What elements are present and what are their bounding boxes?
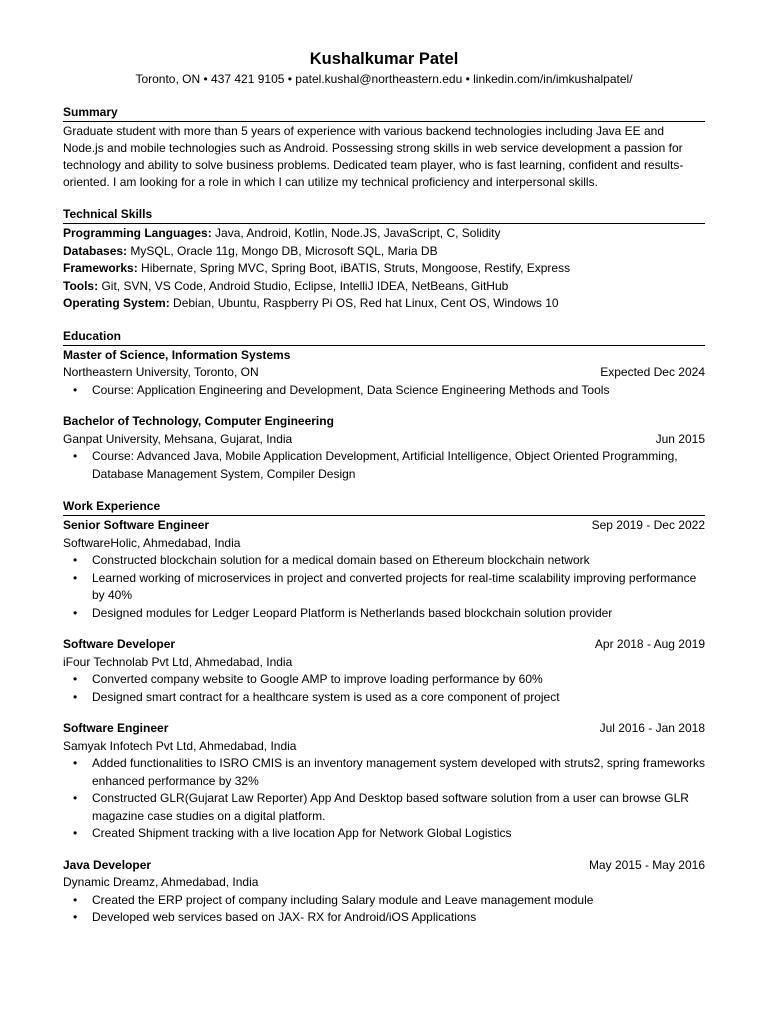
list-item bbox=[63, 382, 705, 400]
skill-row-operating-system bbox=[63, 295, 705, 313]
job-entry-java-developer bbox=[63, 857, 705, 927]
education-section bbox=[63, 328, 705, 484]
skill-row-frameworks bbox=[63, 260, 705, 278]
skill-value: Java, Android, Kotlin, Node.JS, JavaScript, C, Solidity bbox=[211, 226, 501, 240]
school-row bbox=[63, 431, 705, 449]
list-item bbox=[63, 570, 705, 605]
list-item bbox=[63, 825, 705, 843]
skill-label: Programming Languages: bbox=[63, 226, 212, 240]
bullet-text: Designed modules for Ledger Leopard Platform is Netherlands based blockchain solution provider bbox=[92, 605, 613, 620]
job-entry-senior-software-engineer bbox=[63, 517, 705, 622]
list-item bbox=[63, 552, 705, 570]
bullet-icon: • bbox=[73, 826, 78, 840]
bullet-text: Designed smart contract for a healthcare system is used as a core component of project bbox=[92, 689, 560, 704]
skill-value: Hibernate, Spring MVC, Spring Boot, iBATIS, Struts, Mongoose, Restify, Express bbox=[137, 261, 571, 275]
job-entry-software-engineer bbox=[63, 720, 705, 843]
job-title-row bbox=[63, 517, 705, 535]
bullet-text: Course: Advanced Java, Mobile Application Development, Artificial Intelligence, Object Oriented Programming, Database Management System, Compiler Design bbox=[92, 449, 678, 481]
list-item bbox=[63, 689, 705, 707]
job-title: Java Developer bbox=[63, 857, 152, 872]
job-dates: Apr 2018 - Aug 2019 bbox=[594, 637, 705, 651]
bullet-text: Created Shipment tracking with a live location App for Network Global Logistics bbox=[92, 826, 512, 840]
education-heading: Education bbox=[63, 328, 705, 346]
list-item bbox=[63, 671, 705, 689]
job-title: Software Engineer bbox=[63, 721, 169, 735]
skill-label: Frameworks: bbox=[63, 261, 138, 275]
skill-row-databases bbox=[63, 243, 705, 261]
skill-value: Git, SVN, VS Code, Android Studio, Eclipse, IntelliJ IDEA, NetBeans, GitHub bbox=[98, 278, 509, 293]
bullet-icon: • bbox=[73, 553, 78, 567]
skill-label: Tools: bbox=[63, 278, 99, 293]
job-dates: Sep 2019 - Dec 2022 bbox=[591, 518, 705, 532]
job-dates: Jul 2016 - Jan 2018 bbox=[599, 721, 705, 735]
bullet-icon: • bbox=[73, 605, 78, 620]
list-item bbox=[63, 790, 705, 825]
job-title-row bbox=[63, 720, 705, 738]
school-row bbox=[63, 364, 705, 382]
skill-value: Debian, Ubuntu, Raspberry Pi OS, Red hat Linux, Cent OS, Windows 10 bbox=[169, 296, 559, 310]
degree-title: Master of Science, Information Systems bbox=[63, 347, 291, 362]
company-name: SoftwareHolic, Ahmedabad, India bbox=[63, 535, 241, 550]
job-entry-software-developer bbox=[63, 636, 705, 706]
job-title: Senior Software Engineer bbox=[63, 518, 210, 532]
skills-heading: Technical Skills bbox=[63, 206, 705, 224]
education-entry-bachelors bbox=[63, 413, 705, 483]
bullet-icon: • bbox=[73, 672, 78, 686]
job-bullet-list bbox=[63, 892, 705, 927]
degree-row bbox=[63, 413, 705, 431]
resume-content bbox=[63, 48, 705, 942]
bullet-text: Developed web services based on JAX- RX for Android/iOS Applications bbox=[92, 910, 477, 924]
job-bullet-list bbox=[63, 671, 705, 706]
company-name: iFour Technolab Pvt Ltd, Ahmedabad, India bbox=[63, 654, 293, 669]
school-name: Ganpat University, Mehsana, Gujarat, India bbox=[63, 431, 293, 446]
school-name: Northeastern University, Toronto, ON bbox=[63, 365, 259, 379]
summary-section bbox=[63, 104, 705, 191]
bullet-text: Created the ERP project of company including Salary module and Leave management module bbox=[92, 892, 594, 907]
education-date: Expected Dec 2024 bbox=[600, 365, 705, 379]
bullet-text: Added functionalities to ISRO CMIS is an inventory management system developed with struts2, spring frameworks enhanced performance by 32% bbox=[92, 756, 705, 788]
bullet-text: Constructed GLR(Gujarat Law Reporter) App And Desktop based software solution from a user can browse GLR magazine case studies on a digital platform. bbox=[92, 791, 689, 823]
skill-row-programming-languages bbox=[63, 225, 705, 243]
summary-text: Graduate student with more than 5 years of experience with various backend technologies including Java EE and Node.js and mobile technologies such as Android. Possessing strong skills in web service development a passion for technology and ability to solve business problems. Dedicated team player, who is fast learning, confident and results-oriented. I am looking for a role in which I can utilize my technical proficiency and interpersonal skills. bbox=[63, 124, 684, 189]
job-bullet-list bbox=[63, 552, 705, 622]
job-dates: May 2015 - May 2016 bbox=[588, 857, 705, 872]
skill-label: Operating System: bbox=[63, 296, 170, 310]
work-section bbox=[63, 498, 705, 927]
work-heading: Work Experience bbox=[63, 498, 705, 516]
list-item bbox=[63, 448, 705, 483]
bullet-icon: • bbox=[73, 892, 78, 907]
company-name: Samyak Infotech Pvt Ltd, Ahmedabad, India bbox=[63, 738, 297, 753]
skill-row-tools bbox=[63, 278, 705, 296]
skill-value: MySQL, Oracle 11g, Mongo DB, Microsoft SQL, Maria DB bbox=[127, 243, 438, 258]
contact-line: Toronto, ON • 437 421 9105 • patel.kushal@northeastern.edu • linkedin.com/in/imkushalpatel/ bbox=[135, 72, 633, 86]
company-row bbox=[63, 535, 705, 553]
bullet-icon: • bbox=[73, 910, 78, 924]
bullet-text: Course: Application Engineering and Development, Data Science Engineering Methods and Tools bbox=[92, 382, 610, 397]
bullet-text: Constructed blockchain solution for a medical domain based on Ethereum blockchain network bbox=[92, 553, 590, 567]
company-name: Dynamic Dreamz, Ahmedabad, India bbox=[63, 875, 259, 889]
job-title-row bbox=[63, 636, 705, 654]
education-date: Jun 2015 bbox=[655, 431, 705, 446]
course-list bbox=[63, 382, 705, 400]
skill-label: Databases: bbox=[63, 243, 128, 258]
bullet-icon: • bbox=[73, 449, 78, 463]
degree-title: Bachelor of Technology, Computer Engineering bbox=[63, 414, 334, 428]
bullet-icon: • bbox=[73, 756, 78, 770]
company-row bbox=[63, 654, 705, 672]
list-item bbox=[63, 892, 705, 910]
candidate-name: Kushalkumar Patel bbox=[309, 50, 459, 68]
job-title-row bbox=[63, 857, 705, 875]
summary-heading: Summary bbox=[63, 104, 705, 122]
skills-section bbox=[63, 206, 705, 313]
bullet-icon: • bbox=[73, 570, 78, 585]
company-row bbox=[63, 738, 705, 756]
list-item bbox=[63, 909, 705, 927]
bullet-text: Converted company website to Google AMP to improve loading performance by 60% bbox=[92, 672, 543, 686]
company-row bbox=[63, 874, 705, 892]
bullet-icon: • bbox=[73, 689, 78, 704]
course-list bbox=[63, 448, 705, 483]
bullet-icon: • bbox=[73, 382, 78, 397]
bullet-text: Learned working of microservices in project and converted projects for real-time scalability improving performance by 40% bbox=[92, 570, 697, 602]
list-item bbox=[63, 605, 705, 623]
education-entry-masters bbox=[63, 347, 705, 400]
list-item bbox=[63, 755, 705, 790]
degree-row bbox=[63, 347, 705, 365]
job-title: Software Developer bbox=[63, 637, 176, 651]
job-bullet-list bbox=[63, 755, 705, 843]
bullet-icon: • bbox=[73, 791, 78, 805]
